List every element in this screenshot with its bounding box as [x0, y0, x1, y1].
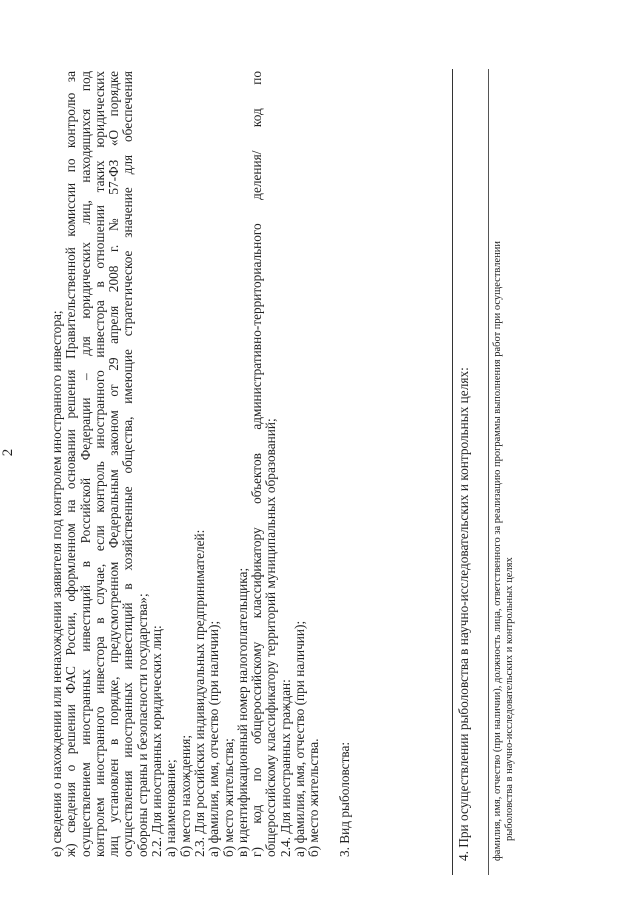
- line-zh-3: контролем иностранного инвестора в случае, если контроль иностранного инвестора в отношении таких юридических: [91, 71, 107, 857]
- heading-2-4: 2.4. Для иностранных граждан:: [277, 679, 293, 857]
- body-text: [50, 71, 352, 857]
- line-zh: ж) сведения о решении ФАС России, оформленном на основании решения Правительственной комиссии по контролю за: [63, 71, 79, 857]
- field-caption: [492, 69, 516, 875]
- line-e: е) сведения о нахождении или ненахождении заявителя под контролем иностранного инвестора;: [49, 310, 64, 857]
- line-2-3-g-2: общероссийскому классификатору территорий муниципальных образований;: [263, 418, 279, 857]
- line-2-3-a: а) фамилия, имя, отчество (при наличии);: [206, 620, 222, 857]
- field-caption-line-1: фамилия, имя, отчество (при наличии), должность лица, ответственного за реализацию программы выполнения работ при осуществлении: [492, 240, 503, 861]
- line-2-3-g: г) код по общероссийскому классификатору объектов административно-территориального деления/ код по: [249, 71, 265, 857]
- line-zh-5: осуществления иностранных инвестиций в хозяйственные общества, имеющие стратегическое значение для обеспечения: [120, 71, 136, 857]
- spacer: [330, 71, 338, 857]
- heading-2-2: 2.2. Для иностранных юридических лиц:: [149, 625, 165, 857]
- line-2-2-a: а) наименование;: [163, 759, 179, 857]
- line-2-3-v: в) идентификационный номер налогоплательщика;: [234, 567, 250, 857]
- section-4-form: [452, 69, 516, 875]
- line-zh-2: осуществлением иностранных инвестиций в Российской Федерации – для юридических лиц, находящихся под: [77, 71, 93, 857]
- line-2-4-a: а) фамилия, имя, отчество (при наличии);: [292, 620, 308, 857]
- heading-2-3: 2.3. Для российских индивидуальных предпринимателей:: [191, 529, 207, 857]
- line-zh-4: лиц установлен в порядке, предусмотренном Федеральным законом от 29 апреля 2008 г. № 57-ФЗ «О порядке: [106, 71, 122, 857]
- line-2-3-b: б) место жительства;: [220, 738, 236, 857]
- entry-field-line: [488, 69, 490, 875]
- section-3-heading: 3. Вид рыболовства:: [336, 741, 352, 857]
- line-zh-6: обороны страны и безопасности государства»;: [134, 593, 150, 857]
- spacer: [322, 71, 330, 857]
- field-caption-line-2: рыболовства в научно-исследовательских и контрольных целях: [504, 557, 515, 841]
- line-2-4-b: б) место жительства.: [306, 738, 322, 857]
- page-number: 2: [0, 448, 16, 457]
- section-4-title: 4. При осуществлении рыболовства в научно-исследовательских и контрольных целях:: [456, 367, 471, 861]
- line-2-2-b: б) место нахождения;: [177, 734, 193, 857]
